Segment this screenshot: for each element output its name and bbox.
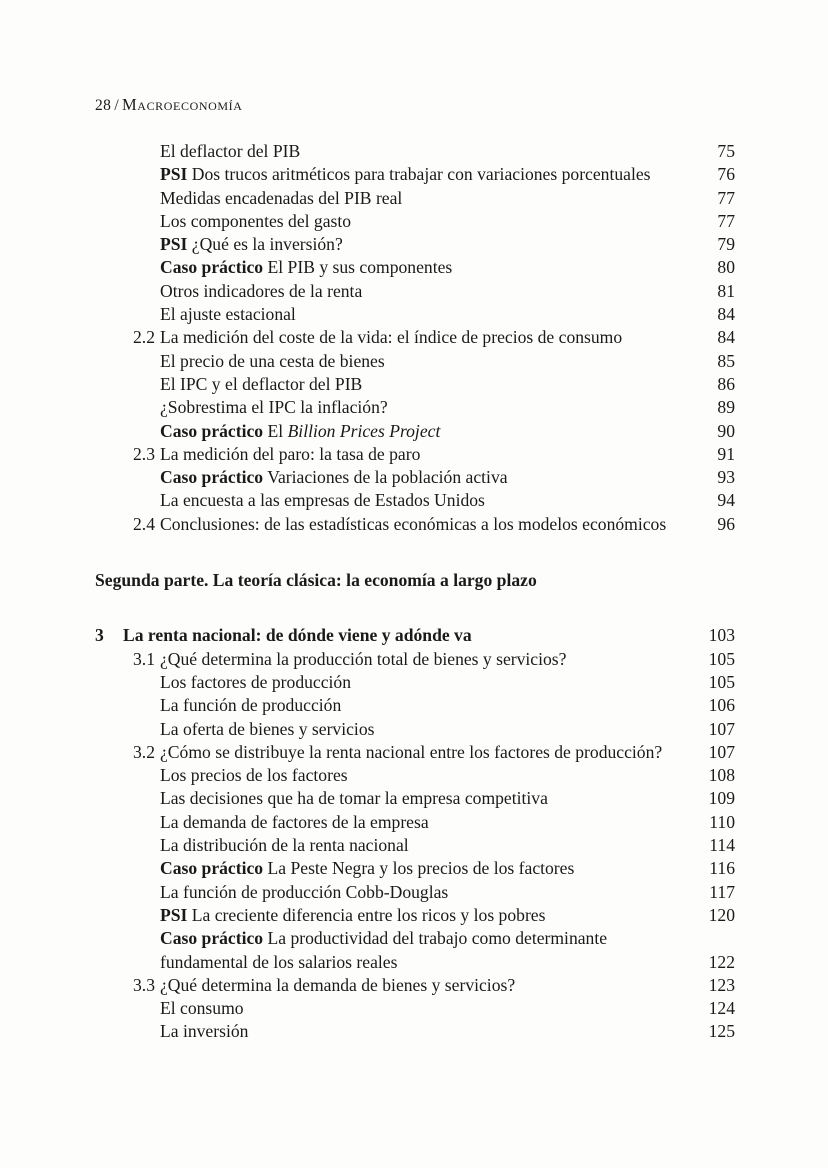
toc-entry[interactable]: [95, 443, 735, 466]
toc-entry-text: Las decisiones que ha de tomar la empresa competitiva: [160, 788, 548, 809]
toc-entry-page-number: 110: [709, 811, 735, 832]
toc-entry[interactable]: [95, 140, 735, 163]
toc-entry-title: [160, 974, 735, 997]
toc-entry[interactable]: [95, 741, 735, 764]
toc-entry-title: [160, 811, 735, 834]
running-head: [95, 95, 243, 115]
toc-entry-page-number: 91: [717, 443, 735, 464]
toc-entry-text: El consumo: [160, 998, 244, 1019]
toc-entry-page-number: 108: [708, 765, 735, 786]
toc-entry-page-number: 94: [717, 490, 735, 511]
toc-entry-text: Variaciones de la población activa: [267, 467, 508, 488]
toc-section-number: 2.2: [133, 327, 155, 348]
toc-entry[interactable]: [95, 256, 735, 279]
toc-entry-page-number: 114: [709, 835, 735, 856]
toc-entry-page-number: 84: [717, 327, 735, 348]
toc-section-number: 3.2: [133, 741, 155, 762]
toc-entry[interactable]: [95, 420, 735, 443]
toc-entry[interactable]: [95, 1020, 735, 1043]
toc-entry-page-number: 79: [717, 234, 735, 255]
toc-entry-text: La medición del coste de la vida: el índice de precios de consumo: [160, 327, 623, 348]
toc-entry[interactable]: [95, 163, 735, 186]
toc-entry-page-number: 124: [708, 998, 735, 1019]
toc-entry-text: ¿Cómo se distribuye la renta nacional entre los factores de producción?: [160, 741, 663, 762]
toc-entry-text: El precio de una cesta de bienes: [160, 350, 385, 371]
toc-entry-page-number: 106: [708, 695, 735, 716]
toc-entries-chapter-3: [95, 624, 735, 1043]
toc-section-number: 3.3: [133, 974, 155, 995]
toc-entry-text: Otros indicadores de la renta: [160, 280, 363, 301]
toc-entry-page-number: 77: [717, 187, 735, 208]
toc-entry-title: [160, 764, 735, 787]
toc-entry-text: Los precios de los factores: [160, 765, 348, 786]
toc-entry-page-number: 120: [708, 904, 735, 925]
toc-entry[interactable]: [95, 489, 735, 512]
toc-entry[interactable]: [95, 718, 735, 741]
toc-entry-page-number: 90: [717, 420, 735, 441]
toc-entry-lead-label: PSI: [160, 164, 188, 185]
toc-entry-title: [160, 256, 735, 279]
toc-entry-page-number: 107: [708, 741, 735, 762]
toc-entry-title: [160, 326, 735, 349]
toc-entry[interactable]: [95, 997, 735, 1020]
toc-entry-title: [160, 718, 735, 741]
toc-entry-page-number: 77: [717, 210, 735, 231]
toc-entry-title: [160, 140, 735, 163]
toc-entry[interactable]: [95, 350, 735, 373]
toc-entry-page-number: 80: [717, 257, 735, 278]
toc-entry-title: [160, 648, 735, 671]
toc-entry-title: [160, 466, 735, 489]
toc-entry-page-number: 107: [708, 718, 735, 739]
toc-entry-title: [160, 420, 735, 443]
toc-entry-text: El: [267, 420, 288, 441]
toc-entry-title: [160, 350, 735, 373]
toc-entry-text: La función de producción Cobb-Douglas: [160, 881, 449, 902]
toc-entry[interactable]: [95, 513, 735, 536]
toc-entry-page-number: 89: [717, 397, 735, 418]
toc-entry[interactable]: [95, 396, 735, 419]
toc-entry[interactable]: [95, 787, 735, 810]
toc-entry-text: Conclusiones: de las estadísticas económicas a los modelos económicos: [160, 513, 667, 534]
toc-entry-title: [160, 187, 735, 210]
toc-entry-text: La renta nacional: de dónde viene y adónde va: [123, 625, 472, 646]
toc-entry-text: Medidas encadenadas del PIB real: [160, 187, 403, 208]
toc-entry-title: [160, 163, 735, 186]
toc-section-number: 2.3: [133, 443, 155, 464]
toc-entry-page-number: 105: [708, 648, 735, 669]
page-folio-number: 28: [95, 97, 112, 114]
toc-entry[interactable]: [95, 834, 735, 857]
toc-entry-title: [160, 303, 735, 326]
toc-section-number: 2.4: [133, 513, 155, 534]
toc-entry-text: Los componentes del gasto: [160, 210, 352, 231]
toc-entry-page-number: 93: [717, 467, 735, 488]
toc-entry-page-number: 81: [717, 280, 735, 301]
toc-entry-text: La encuesta a las empresas de Estados Unidos: [160, 490, 485, 511]
toc-entry-title: [160, 997, 735, 1020]
toc-entry-title: [160, 741, 735, 764]
toc-entry-page-number: 84: [717, 304, 735, 325]
toc-entry[interactable]: [95, 303, 735, 326]
running-head-book-title: Macroeconomía: [122, 95, 243, 114]
toc-entry[interactable]: [95, 373, 735, 396]
toc-entry[interactable]: [95, 694, 735, 717]
toc-entry[interactable]: [95, 764, 735, 787]
toc-entry-title: [160, 443, 735, 466]
running-head-separator: /: [114, 97, 120, 114]
toc-entry[interactable]: [95, 624, 735, 647]
toc-entry[interactable]: [95, 671, 735, 694]
toc-entry-title: [160, 396, 735, 419]
toc-entry-page-number: 103: [708, 625, 735, 646]
toc-entry-lead-label: Caso práctico: [160, 467, 264, 488]
toc-entry-title: [160, 280, 735, 303]
toc-entry-lead-label: PSI: [160, 904, 188, 925]
toc-entry-page-number: 105: [708, 671, 735, 692]
toc-entry-title: [160, 210, 735, 233]
toc-entry-title: [160, 787, 735, 810]
toc-entry[interactable]: [95, 280, 735, 303]
toc-entry[interactable]: [95, 648, 735, 671]
toc-entry-title: [160, 233, 735, 256]
toc-entry-text: La inversión: [160, 1021, 249, 1042]
toc-entry-text: La demanda de factores de la empresa: [160, 811, 429, 832]
part-heading: Segunda parte. La teoría clásica: la economía a largo plazo: [95, 570, 537, 591]
toc-entry-text: La función de producción: [160, 695, 342, 716]
toc-entry[interactable]: [95, 927, 735, 974]
toc-chapter-number: 3: [95, 625, 104, 646]
toc-entry[interactable]: [95, 466, 735, 489]
toc-entry-page-number: 86: [717, 373, 735, 394]
toc-entry-lead-label: Caso práctico: [160, 257, 264, 278]
toc-entry[interactable]: [95, 187, 735, 210]
table-of-contents: [95, 140, 735, 1044]
toc-entry-text: La medición del paro: la tasa de paro: [160, 443, 421, 464]
toc-entry-title: [160, 671, 735, 694]
toc-entry[interactable]: [95, 811, 735, 834]
toc-entry-text: La Peste Negra y los precios de los factores: [267, 858, 575, 879]
toc-entry-page-number: 96: [717, 513, 735, 534]
toc-entry-page-number: 125: [708, 1021, 735, 1042]
toc-entry-title: [160, 694, 735, 717]
toc-entry-text: La productividad del trabajo como determinante fundamental de los salarios reales: [160, 928, 608, 972]
toc-entry[interactable]: [95, 326, 735, 349]
toc-entry-text: ¿Qué determina la producción total de bienes y servicios?: [160, 648, 567, 669]
toc-entry[interactable]: [95, 857, 735, 880]
toc-entry-lead-label: Caso práctico: [160, 928, 264, 949]
toc-entry-title: [160, 927, 735, 974]
toc-entry-text: ¿Sobrestima el IPC la inflación?: [160, 397, 388, 418]
toc-entry-page-number: 116: [709, 858, 735, 879]
toc-entry-italic-title: Billion Prices Project: [287, 420, 441, 441]
toc-entries-chapter-2: [95, 140, 735, 536]
toc-entry-text: El ajuste estacional: [160, 304, 296, 325]
toc-entry[interactable]: [95, 881, 735, 904]
toc-entry-text: ¿Qué determina la demanda de bienes y servicios?: [160, 974, 516, 995]
toc-entry-page-number: 117: [709, 881, 735, 902]
part-heading-spacer-bottom: [95, 592, 735, 624]
toc-entry-lead-label: Caso práctico: [160, 858, 264, 879]
toc-entry-text: La distribución de la renta nacional: [160, 835, 409, 856]
toc-entry-title: [160, 513, 735, 536]
toc-entry-title: [160, 857, 735, 880]
toc-entry-title: [160, 881, 735, 904]
toc-entry-text: El deflactor del PIB: [160, 141, 301, 161]
toc-entry[interactable]: [95, 904, 735, 927]
toc-entry[interactable]: [95, 210, 735, 233]
toc-entry-title: [160, 904, 735, 927]
toc-entry-text: ¿Qué es la inversión?: [191, 234, 343, 255]
toc-section-number: 3.1: [133, 648, 155, 669]
toc-entry-title: [160, 1020, 735, 1043]
part-heading-spacer-top: [95, 536, 735, 569]
toc-entry-title: [160, 489, 735, 512]
toc-entry[interactable]: [95, 974, 735, 997]
toc-entry-text: La oferta de bienes y servicios: [160, 718, 375, 739]
toc-entry-page-number: 85: [717, 350, 735, 371]
toc-entry[interactable]: [95, 233, 735, 256]
toc-entry-text: El IPC y el deflactor del PIB: [160, 373, 363, 394]
toc-entry-page-number: 75: [717, 141, 735, 161]
toc-entry-page-number: 122: [708, 951, 735, 972]
toc-entry-page-number: 76: [717, 164, 735, 185]
toc-entry-page-number: 109: [708, 788, 735, 809]
toc-entry-title: [160, 373, 735, 396]
toc-entry-text: La creciente diferencia entre los ricos y los pobres: [191, 904, 546, 925]
toc-entry-text: Dos trucos aritméticos para trabajar con variaciones porcentuales: [191, 164, 651, 185]
toc-entry-title: [160, 834, 735, 857]
toc-entry-page-number: 123: [708, 974, 735, 995]
toc-entry-lead-label: PSI: [160, 234, 188, 255]
toc-entry-lead-label: Caso práctico: [160, 420, 264, 441]
toc-entry-title: [123, 624, 735, 647]
toc-entry-text: El PIB y sus componentes: [267, 257, 453, 278]
toc-entry-text: Los factores de producción: [160, 671, 352, 692]
